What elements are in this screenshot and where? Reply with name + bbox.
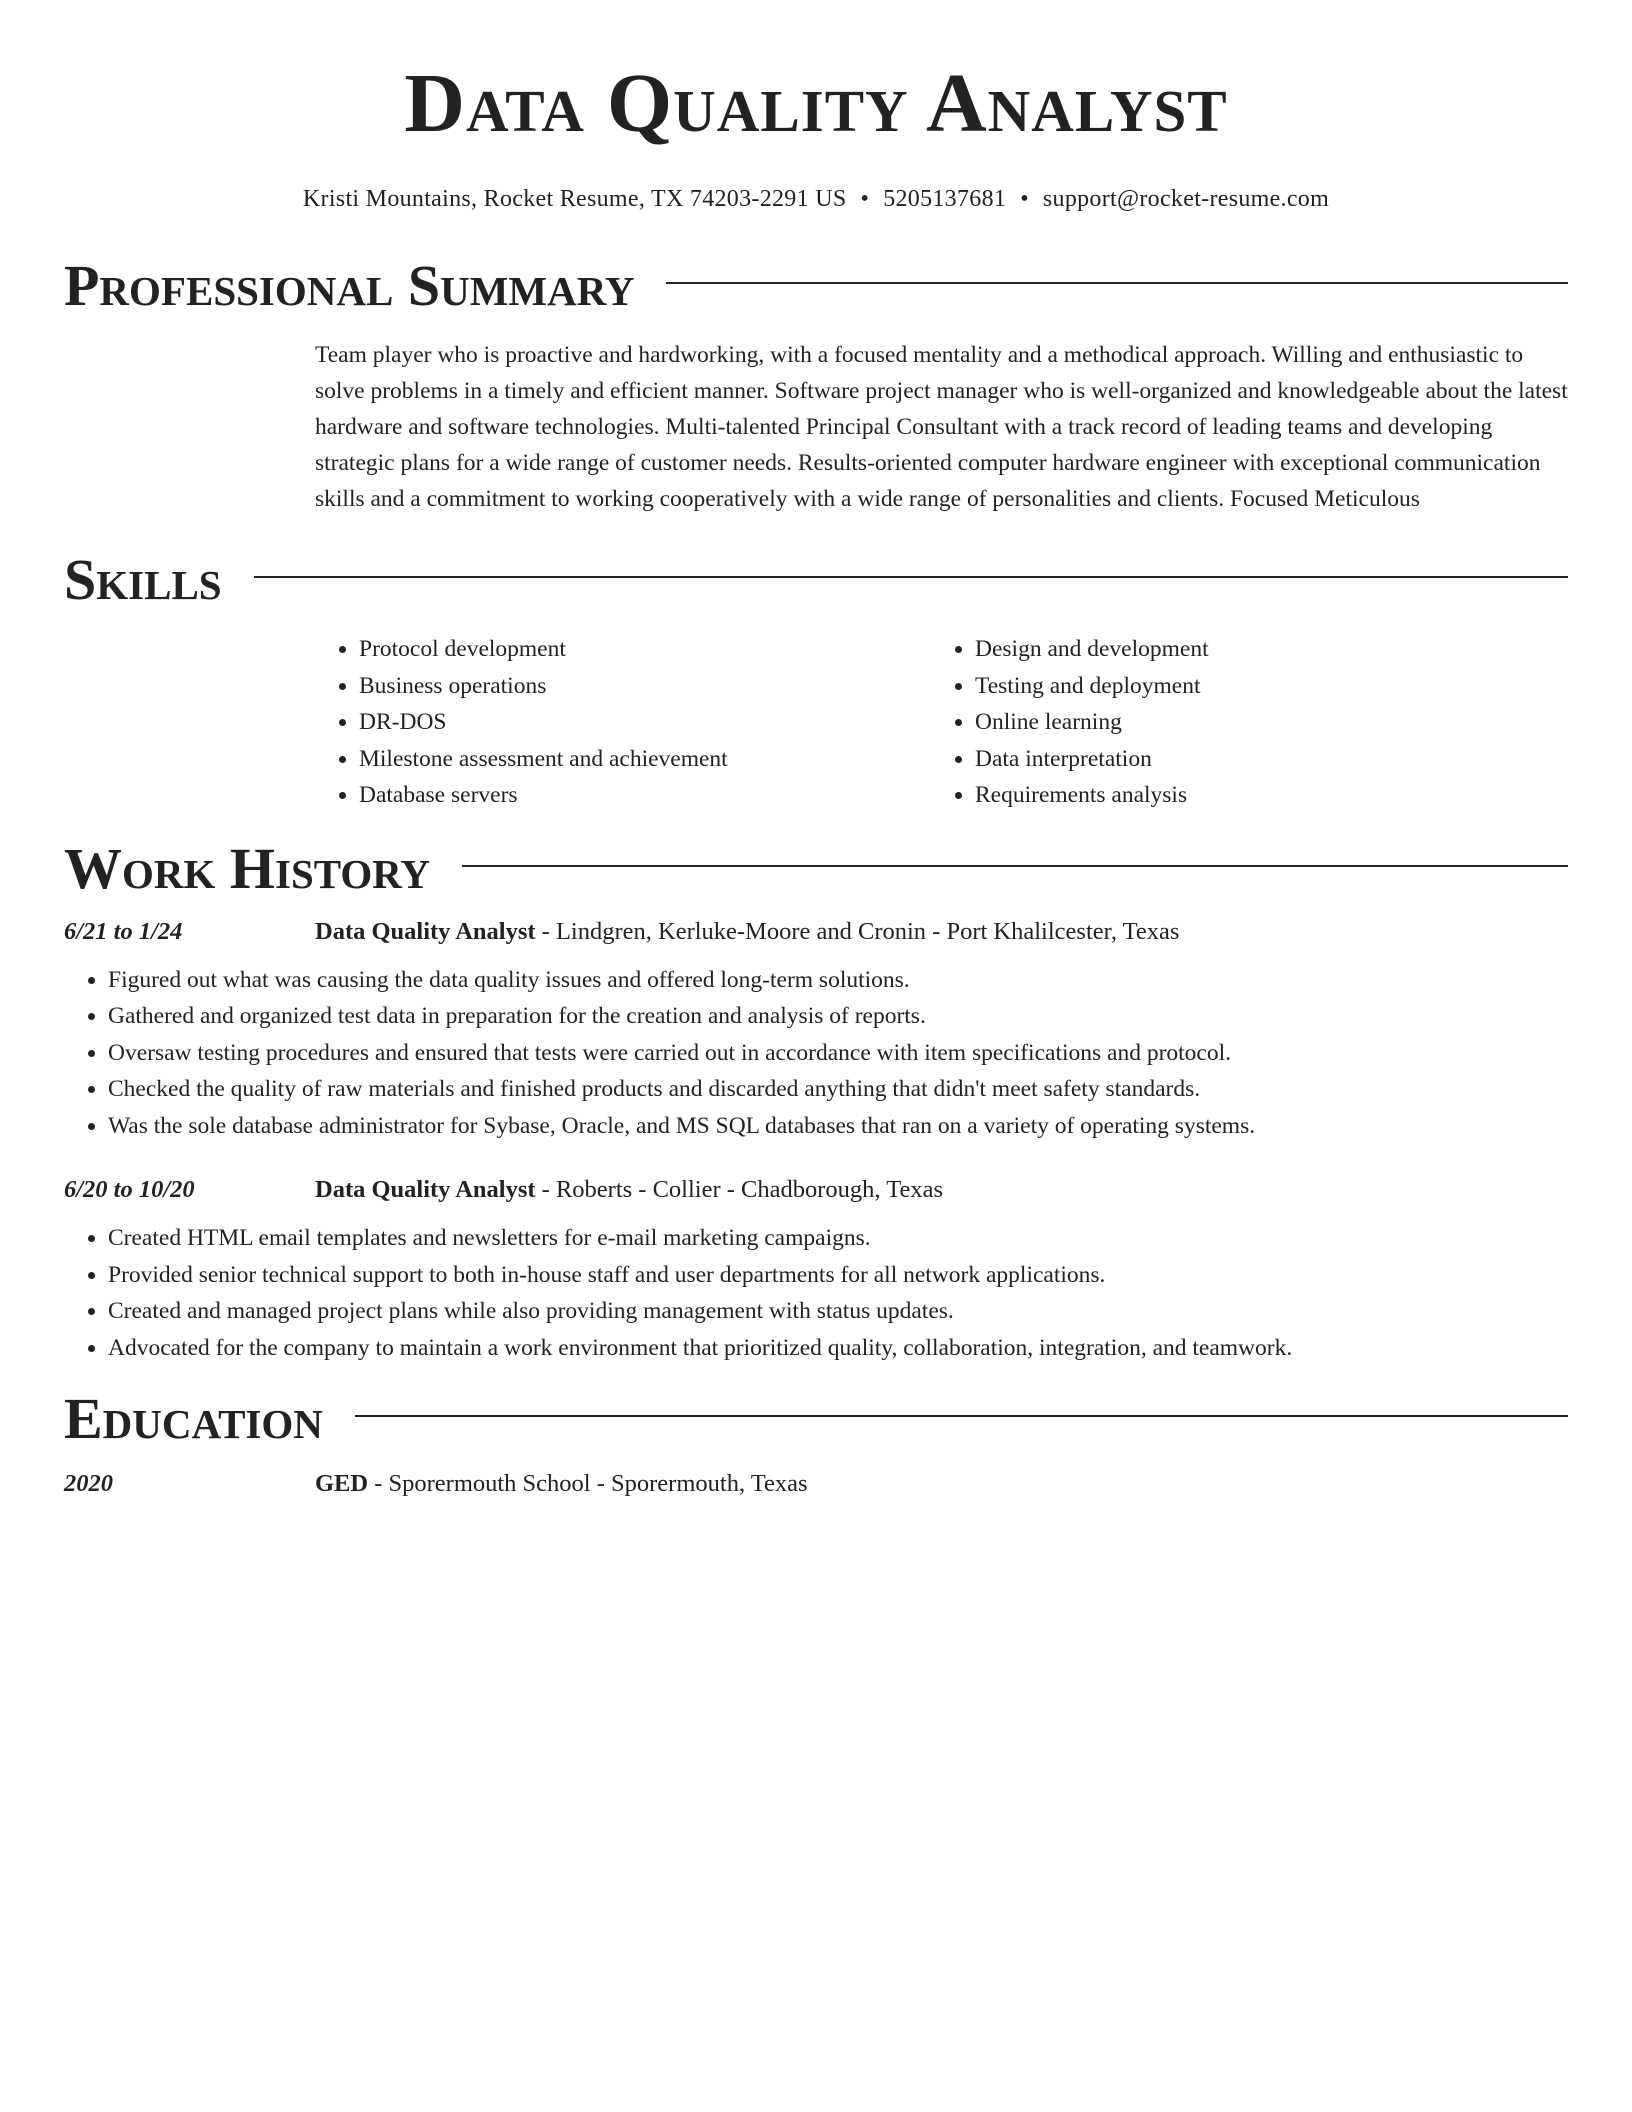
job-bullet: • Figured out what was causing the data quality issues and offered long-term solutions. (108, 962, 1317, 999)
skills-column-left (315, 631, 931, 814)
job-bullet: • Provided senior technical support to both in-house staff and user departments for all network applications. (108, 1257, 1317, 1294)
section-divider (254, 576, 1568, 578)
education-school: - Sporermouth School - Sporermouth, Texas (368, 1470, 808, 1497)
job-company: - Roberts - Collier - Chadborough, Texas (535, 1176, 943, 1203)
job-bullet: • Was the sole database administrator for Sybase, Oracle, and MS SQL databases that ran on a variety of operating systems. (108, 1108, 1317, 1145)
skill-item: • Milestone assessment and achievement (359, 741, 931, 778)
skills-list (315, 631, 1568, 814)
skill-item: • DR-DOS (359, 704, 931, 741)
section-title-summary: Professional Summary (64, 253, 635, 318)
section-divider (666, 282, 1568, 284)
job-bullet: • Checked the quality of raw materials and finished products and discarded anything that didn't meet safety standards. (108, 1071, 1317, 1108)
job-role: Data Quality Analyst (315, 917, 536, 945)
job-role: Data Quality Analyst (315, 1176, 536, 1203)
job-header (64, 918, 1568, 946)
summary-text: Team player who is proactive and hardworking, with a focused mentality and a methodical approach. Willing and enthusiastic to solve problems in a timely and efficient manner. Software project manager who is well-organized and knowledgeable about the latest hardware and software technologies. Multi-talented Principal Consultant with a track record of leading teams and developing strategic plans for a wide range of customer needs. Results-oriented computer hardware engineer with exceptional communication skills and a commitment to working cooperatively with a wide range of personalities and clients. Focused Meticulous (315, 342, 1568, 512)
skill-item: • Business operations (359, 668, 931, 705)
education-section-header (64, 1386, 1568, 1451)
job-dates: 6/21 to 1/24 (64, 917, 183, 945)
skills-column-right (931, 631, 1547, 814)
job-entry (64, 918, 1568, 1145)
summary-section-header (64, 253, 1568, 318)
work-section-header (64, 835, 1568, 901)
job-bullet: • Created and managed project plans while also providing management with status updates. (108, 1293, 1317, 1330)
job-bullet: • Gathered and organized test data in preparation for the creation and analysis of reports. (108, 998, 1317, 1035)
section-title-work: Work History (64, 835, 431, 901)
section-divider (462, 865, 1568, 867)
job-header (64, 1176, 1568, 1204)
education-year: 2020 (64, 1470, 113, 1497)
section-title-skills: Skills (64, 547, 222, 612)
job-entry (64, 1176, 1568, 1366)
resume-title: Data Quality Analyst (404, 57, 1228, 150)
job-bullet: • Created HTML email templates and newsletters for e-mail marketing campaigns. (108, 1220, 1317, 1257)
skill-item: • Design and development (975, 631, 1547, 668)
skill-item: • Data interpretation (975, 741, 1547, 778)
skill-item: • Testing and deployment (975, 668, 1547, 705)
job-company: - Lindgren, Kerluke-Moore and Cronin - Port Khalilcester, Texas (535, 917, 1180, 945)
job-bullets (64, 1220, 1317, 1366)
skill-item: • Online learning (975, 704, 1547, 741)
job-title-line (315, 918, 1179, 946)
job-bullet: • Advocated for the company to maintain a work environment that prioritized quality, collaboration, integration, and teamwork. (108, 1330, 1317, 1367)
job-bullet: • Oversaw testing procedures and ensured that tests were carried out in accordance with item specifications and protocol. (108, 1035, 1317, 1072)
skills-section-header (64, 547, 1568, 612)
education-entry (64, 1470, 1568, 1498)
education-degree: GED (315, 1470, 369, 1497)
skill-item: • Protocol development (359, 631, 931, 668)
contact-separator: • (860, 186, 870, 212)
job-title-line (315, 1176, 943, 1204)
skill-item: • Database servers (359, 777, 931, 814)
contact-separator: • (1020, 186, 1029, 212)
contact-line (64, 186, 1568, 213)
section-divider (355, 1415, 1568, 1417)
job-dates: 6/20 to 10/20 (64, 1176, 195, 1203)
contact-email: support@rocket-resume.com (1042, 186, 1330, 212)
job-bullets (64, 962, 1317, 1145)
resume-page (64, 0, 1568, 1498)
contact-address: Kristi Mountains, Rocket Resume, TX 74203-2291 US (302, 186, 847, 212)
skill-item: • Requirements analysis (975, 777, 1547, 814)
section-title-education: Education (64, 1386, 323, 1451)
contact-phone: 5205137681 (883, 186, 1007, 212)
education-line (315, 1470, 808, 1498)
